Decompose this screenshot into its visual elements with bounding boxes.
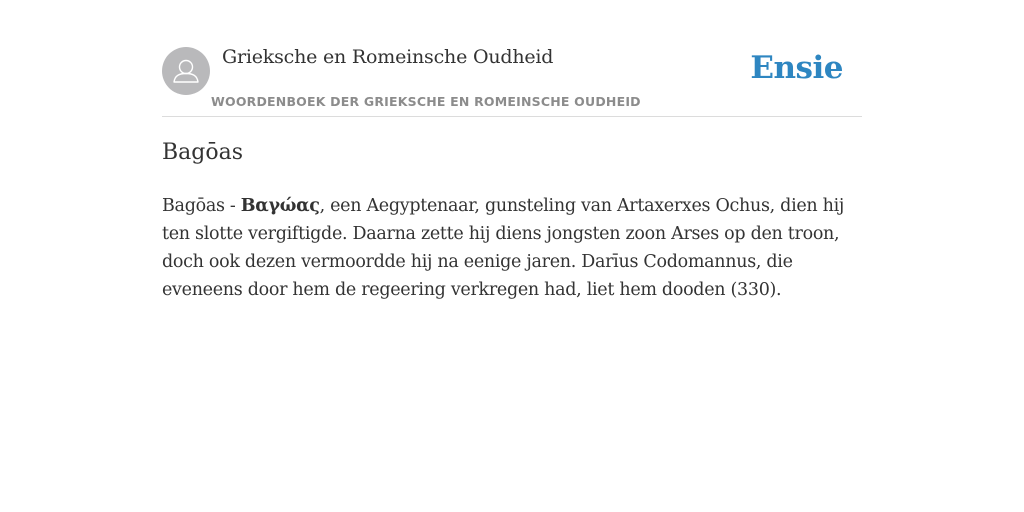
entry-term: Bagōas (162, 196, 225, 216)
user-avatar-icon[interactable] (162, 47, 210, 95)
book-subtitle: WOORDENBOEK DER GRIEKSCHE EN ROMEINSCHE OUDHEID (211, 94, 641, 109)
entry-separator: - (224, 196, 241, 216)
entry-text: , een Aegyptenaar, gunsteling van Artaxerxes Ochus, dien hij ten slotte vergiftigde. Daarna zette hij diens jongsten zoon Arses op den troon, doch ook dezen vermoordde hij na eenige jaren. Darīus Codomannus, die eveneens door hem de regeering verkregen had, liet hem dooden (330). (162, 196, 845, 300)
entry-body (162, 192, 862, 304)
brand-logo[interactable]: Ensie (750, 50, 843, 86)
entry-title: Bagōas (162, 140, 244, 165)
book-title[interactable]: Grieksche en Romeinsche Oudheid (222, 46, 554, 68)
header (162, 46, 862, 117)
entry-greek-term: Βαγώας (240, 196, 320, 216)
